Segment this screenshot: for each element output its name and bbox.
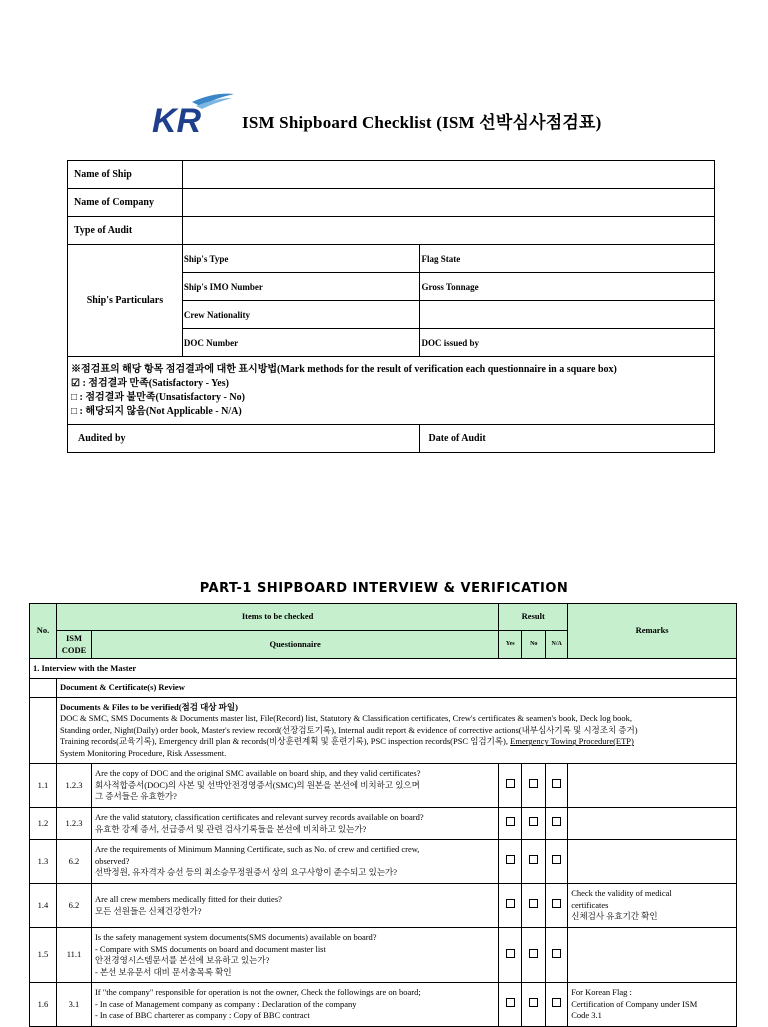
row-question: Are all crew members medically fitted for their duties? 모든 선원들은 신체건강한가? (91, 884, 498, 928)
ships-imo-field[interactable]: Ship's IMO Number (182, 273, 420, 301)
yes-checkbox[interactable] (506, 998, 515, 1007)
row-no: 1.2 (30, 808, 57, 840)
ism-code-header: ISM CODE (56, 631, 91, 659)
row-no: 1.5 (30, 928, 57, 983)
documents-line: Training records(교육기록), Emergency drill plan & records(비상훈련계획 및 훈련기록), PSC inspection records(PSC 임검기록), Emergency Towing Procedure(ETP) (59, 736, 634, 747)
row-no: 1.3 (30, 840, 57, 884)
kr-logo (152, 90, 236, 134)
legend-yes: ☑ : 점검결과 만족(Satisfactory - Yes) (71, 377, 229, 389)
no-checkbox[interactable] (529, 998, 538, 1007)
checklist-table (29, 603, 737, 1027)
na-checkbox[interactable] (552, 998, 561, 1007)
legend-na: □ : 해당되지 않음(Not Applicable - N/A) (71, 405, 242, 417)
date-of-audit-field[interactable]: Date of Audit (420, 425, 715, 453)
row-code: 11.1 (56, 928, 91, 983)
result-header: Result (499, 604, 568, 631)
gross-tonnage-field[interactable]: Gross Tonnage (420, 273, 715, 301)
na-checkbox[interactable] (552, 779, 561, 788)
section-heading: 1. Interview with the Master (30, 659, 737, 679)
row-code: 1.2.3 (56, 808, 91, 840)
name-of-ship-label: Name of Ship (68, 161, 183, 189)
yes-checkbox[interactable] (506, 779, 515, 788)
yes-header: Yes (499, 631, 522, 659)
table-row (30, 840, 737, 884)
ships-type-field[interactable]: Ship's Type (182, 245, 420, 273)
row-code: 1.2.3 (56, 764, 91, 808)
na-checkbox[interactable] (552, 899, 561, 908)
na-header: N/A (546, 631, 568, 659)
row-question: Are the valid statutory, classification certificates and relevant survey records available on board? 유효한 강제 증서, 선급증서 및 관련 검사기록들을 본선에 비치하고 있는가? (91, 808, 498, 840)
row-no: 1.1 (30, 764, 57, 808)
row-code: 6.2 (56, 840, 91, 884)
etp-link: Emergency Towing Procedure(ETP) (510, 736, 634, 747)
no-header: No. (30, 604, 57, 659)
row-remarks[interactable] (568, 928, 737, 983)
no-checkbox[interactable] (529, 899, 538, 908)
na-checkbox[interactable] (552, 855, 561, 864)
ships-particulars-label: Ship's Particulars (68, 245, 183, 357)
row-code: 6.2 (56, 884, 91, 928)
na-checkbox[interactable] (552, 949, 561, 958)
row-code: 3.1 (56, 983, 91, 1027)
doc-number-field[interactable]: DOC Number (182, 329, 420, 357)
ship-info-table (67, 160, 715, 453)
yes-checkbox[interactable] (506, 855, 515, 864)
subsection-heading: Document & Certificate(s) Review (56, 679, 736, 698)
name-of-ship-field[interactable] (182, 161, 714, 189)
questionnaire-header: Questionnaire (91, 631, 498, 659)
table-row (30, 983, 737, 1027)
flag-state-field[interactable]: Flag State (420, 245, 715, 273)
remarks-header: Remarks (568, 604, 737, 659)
na-checkbox[interactable] (552, 817, 561, 826)
documents-line: System Monitoring Procedure, Risk Assessment. (59, 747, 227, 758)
legend-no: □ : 점검결과 불만족(Unsatisfactory - No) (71, 391, 245, 403)
row-question: Are the copy of DOC and the original SMC available on board ship, and they valid certificates? 회사적합증서(DOC)의 사본 및 선박안전경영증서(SMC)의 원본을 본선에 비치하고 있으며 그 증서들은 유효한가? (91, 764, 498, 808)
documents-title: Documents & Files to be verified(점검 대상 파일) (59, 701, 238, 712)
row-question: Are the requirements of Minimum Manning Certificate, such as No. of crew and certified crew, observed? 선박정원, 유자격자 승선 등의 최소승무정원증서 상의 요구사항이 준수되고 있는가? (91, 840, 498, 884)
row-question: If "the company" responsible for operation is not the owner, Check the followings are on board; - In case of Management company as company : Declaration of the company - In case of BBC charterer as company : Copy of BBC contract (91, 983, 498, 1027)
yes-checkbox[interactable] (506, 899, 515, 908)
documents-line: Standing order, Night(Daily) order book, Master's review record(선장검토기록), Internal audit report & evidence of corrective actions(내부심사기록 및 시정조치 증거) (59, 724, 638, 735)
row-remarks[interactable] (568, 808, 737, 840)
row-remarks[interactable]: Check the validity of medical certificates 신체검사 유효기간 확인 (568, 884, 737, 928)
row-no: 1.6 (30, 983, 57, 1027)
table-row (30, 764, 737, 808)
row-remarks[interactable]: For Korean Flag : Certification of Company under ISM Code 3.1 (568, 983, 737, 1027)
row-no: 1.4 (30, 884, 57, 928)
legend-title: ※점검표의 해당 항목 점검결과에 대한 표시방법(Mark methods for the result of verification each questionnaire in a square box) (71, 363, 617, 375)
documents-list (56, 698, 736, 764)
type-of-audit-label: Type of Audit (68, 217, 183, 245)
type-of-audit-field[interactable] (182, 217, 714, 245)
row-question: Is the safety management system documents(SMS documents) available on board? - Compare with SMS documents on board and document master list 안전경영시스템문서를 본선에 보유하고 있는가? - 본선 보유문서 대비 문서총목록 확인 (91, 928, 498, 983)
table-row (30, 884, 737, 928)
crew-nationality-field[interactable]: Crew Nationality (182, 301, 420, 329)
table-row (30, 928, 737, 983)
no-checkbox[interactable] (529, 855, 538, 864)
page-title: ISM Shipboard Checklist (ISM 선박심사점검표) (242, 113, 602, 132)
no-checkbox[interactable] (529, 779, 538, 788)
table-row (30, 808, 737, 840)
row-remarks[interactable] (568, 764, 737, 808)
no-result-header: No (522, 631, 546, 659)
row-remarks[interactable] (568, 840, 737, 884)
name-of-company-label: Name of Company (68, 189, 183, 217)
audited-by-field[interactable]: Audited by (68, 425, 420, 453)
no-checkbox[interactable] (529, 817, 538, 826)
documents-line: DOC & SMC, SMS Documents & Documents master list, File(Record) list, Statutory & Classification certificates, Crew's certificates & seamen's book, Deck log book, (59, 713, 632, 724)
no-checkbox[interactable] (529, 949, 538, 958)
doc-issued-by-field[interactable]: DOC issued by (420, 329, 715, 357)
part-title: PART-1 SHIPBOARD INTERVIEW & VERIFICATION (199, 581, 569, 596)
result-legend (68, 357, 715, 425)
yes-checkbox[interactable] (506, 817, 515, 826)
yes-checkbox[interactable] (506, 949, 515, 958)
logo-text: KR (152, 102, 202, 134)
crew-nationality-value[interactable] (420, 301, 715, 329)
name-of-company-field[interactable] (182, 189, 714, 217)
items-header: Items to be checked (56, 604, 498, 631)
